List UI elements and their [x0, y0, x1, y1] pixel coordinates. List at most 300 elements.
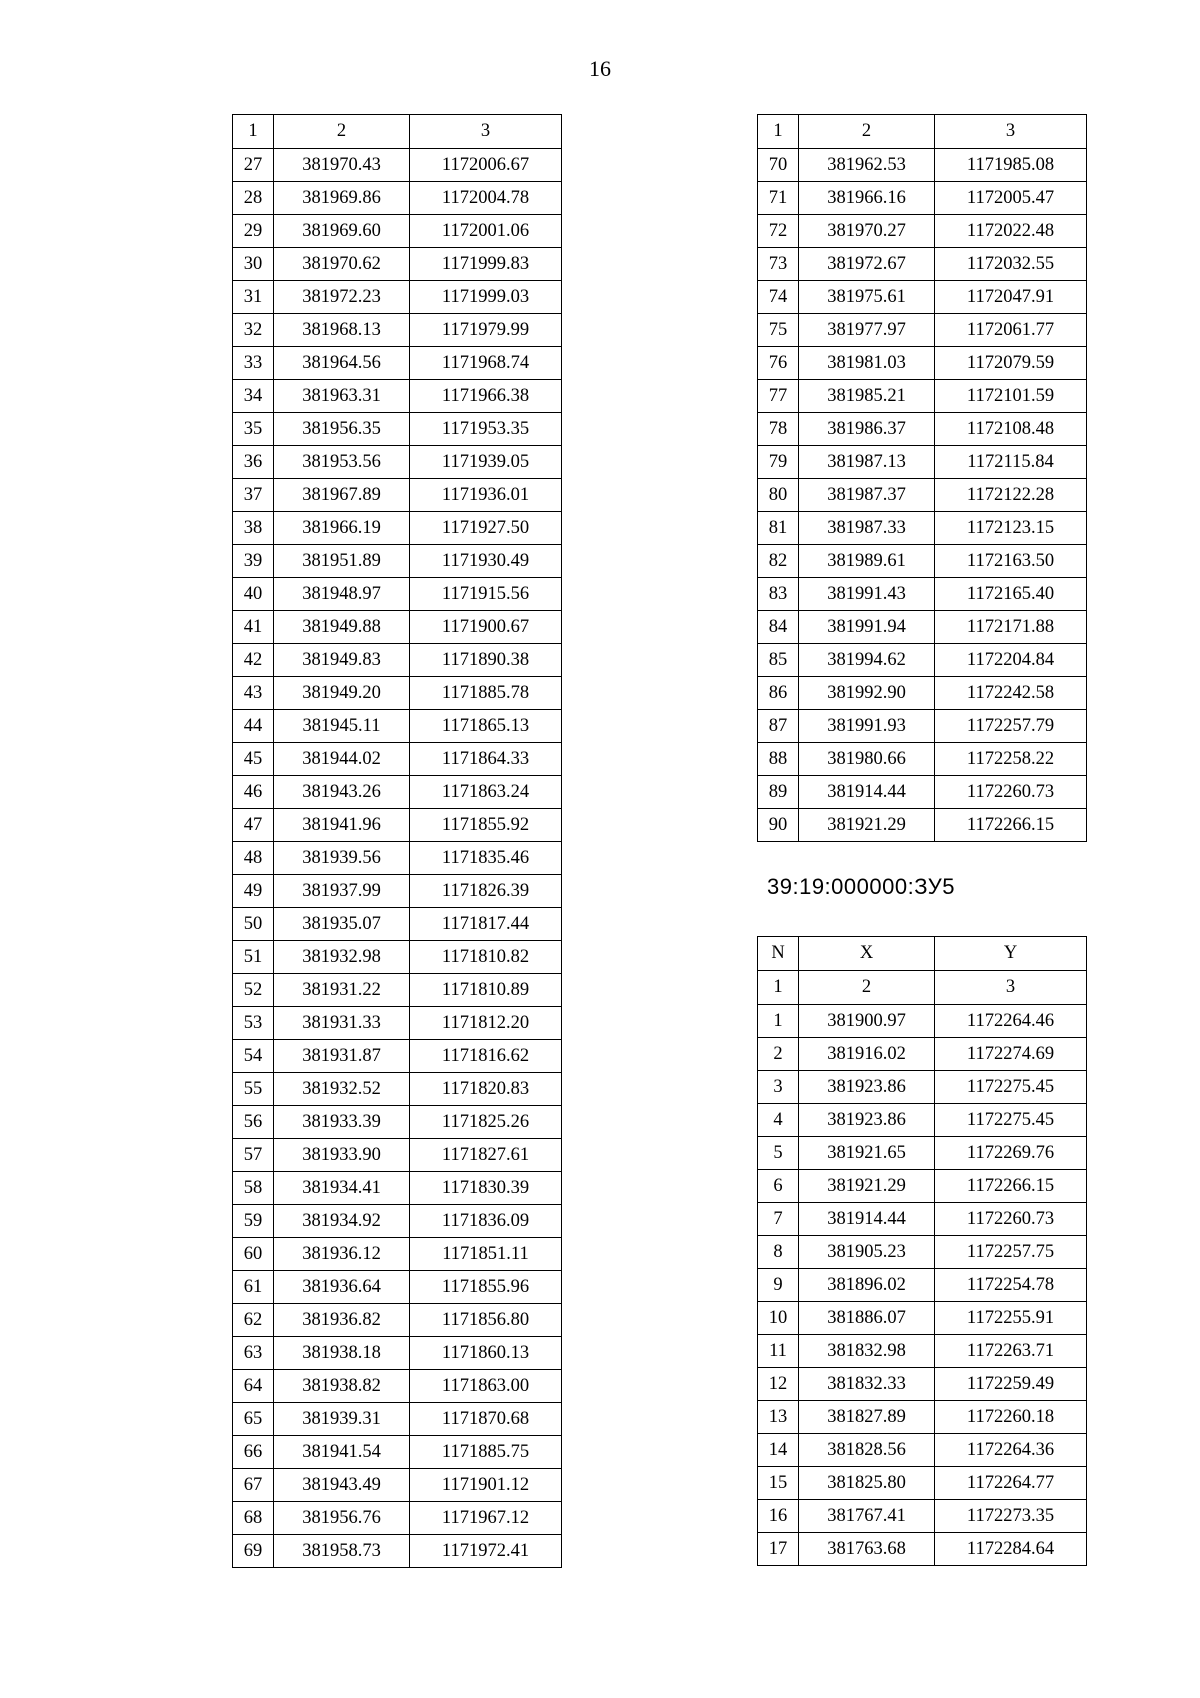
- table-row: [758, 1236, 1087, 1269]
- cell-point-number: 85: [758, 644, 799, 677]
- table-row: [758, 1038, 1087, 1071]
- cell-point-number: 1: [233, 115, 274, 149]
- cell-x-coordinate: 381967.89: [274, 479, 410, 512]
- cell-y-coordinate: 1172022.48: [935, 215, 1087, 248]
- cell-x-coordinate: 381987.13: [799, 446, 935, 479]
- cell-x-coordinate: 381935.07: [274, 908, 410, 941]
- cell-x-coordinate: 381933.39: [274, 1106, 410, 1139]
- table-row: [758, 1434, 1087, 1467]
- cell-x-coordinate: 381921.29: [799, 809, 935, 842]
- cell-y-coordinate: 1171985.08: [935, 149, 1087, 182]
- cell-y-coordinate: 1172259.49: [935, 1368, 1087, 1401]
- cell-x-coordinate: 381986.37: [799, 413, 935, 446]
- cell-x-coordinate: 381966.16: [799, 182, 935, 215]
- cell-y-coordinate: 1172258.22: [935, 743, 1087, 776]
- table-row: [233, 908, 562, 941]
- cell-point-number: 29: [233, 215, 274, 248]
- cell-y-coordinate: 1172260.73: [935, 776, 1087, 809]
- cell-y-coordinate: 1171830.39: [410, 1172, 562, 1205]
- cell-y-coordinate: 1171836.09: [410, 1205, 562, 1238]
- cell-point-number: 6: [758, 1170, 799, 1203]
- table-row: [758, 215, 1087, 248]
- table-header-numbers: [233, 115, 562, 149]
- table-row: [233, 1172, 562, 1205]
- cell-x-coordinate: 381945.11: [274, 710, 410, 743]
- table-row: [758, 1170, 1087, 1203]
- cell-x-coordinate: 381972.23: [274, 281, 410, 314]
- cell-x-coordinate: 381951.89: [274, 545, 410, 578]
- cell-y-coordinate: 1172061.77: [935, 314, 1087, 347]
- cell-point-number: 88: [758, 743, 799, 776]
- cell-y-coordinate: 1172275.45: [935, 1104, 1087, 1137]
- cell-x-coordinate: 381944.02: [274, 743, 410, 776]
- cell-x-coordinate: 2: [799, 971, 935, 1005]
- table-row: [233, 1337, 562, 1370]
- cell-y-coordinate: 3: [935, 971, 1087, 1005]
- cell-y-coordinate: 1172266.15: [935, 809, 1087, 842]
- table-row: [233, 677, 562, 710]
- table-row: [233, 149, 562, 182]
- section-title-zu5: 39:19:000000:ЗУ5: [767, 874, 955, 899]
- table-row: [233, 578, 562, 611]
- cell-y-coordinate: 1172260.18: [935, 1401, 1087, 1434]
- cell-x-coordinate: 381936.64: [274, 1271, 410, 1304]
- cell-point-number: 56: [233, 1106, 274, 1139]
- table-row: [233, 743, 562, 776]
- cell-x-coordinate: 381948.97: [274, 578, 410, 611]
- cell-point-number: 57: [233, 1139, 274, 1172]
- table-row: [758, 809, 1087, 842]
- cell-point-number: 1: [758, 971, 799, 1005]
- cell-y-coordinate: 1171999.83: [410, 248, 562, 281]
- cell-y-coordinate: 1171810.82: [410, 941, 562, 974]
- table-row: [758, 545, 1087, 578]
- table-row: [758, 677, 1087, 710]
- cell-x-coordinate: 381931.33: [274, 1007, 410, 1040]
- table-row: [233, 710, 562, 743]
- cell-x-coordinate: 381934.92: [274, 1205, 410, 1238]
- cell-y-coordinate: 1171856.80: [410, 1304, 562, 1337]
- cell-point-number: N: [758, 937, 799, 971]
- table-row: [233, 1502, 562, 1535]
- table-row: [758, 347, 1087, 380]
- cell-x-coordinate: 2: [274, 115, 410, 149]
- table-row: [758, 1533, 1087, 1566]
- cell-y-coordinate: 1172108.48: [935, 413, 1087, 446]
- cell-point-number: 17: [758, 1533, 799, 1566]
- cell-point-number: 58: [233, 1172, 274, 1205]
- table-row: [233, 281, 562, 314]
- table-row: [233, 413, 562, 446]
- cell-y-coordinate: 1172204.84: [935, 644, 1087, 677]
- cell-x-coordinate: 381936.82: [274, 1304, 410, 1337]
- cell-y-coordinate: 1171825.26: [410, 1106, 562, 1139]
- table-row: [758, 248, 1087, 281]
- cell-x-coordinate: 2: [799, 115, 935, 149]
- cell-x-coordinate: 381905.23: [799, 1236, 935, 1269]
- cell-y-coordinate: 1171999.03: [410, 281, 562, 314]
- table-row: [233, 974, 562, 1007]
- cell-point-number: 78: [758, 413, 799, 446]
- cell-x-coordinate: 381991.43: [799, 578, 935, 611]
- cell-y-coordinate: 1172032.55: [935, 248, 1087, 281]
- cell-y-coordinate: 1172165.40: [935, 578, 1087, 611]
- cell-x-coordinate: 381832.33: [799, 1368, 935, 1401]
- cell-y-coordinate: 1172171.88: [935, 611, 1087, 644]
- cell-point-number: 54: [233, 1040, 274, 1073]
- cell-point-number: 12: [758, 1368, 799, 1401]
- table-row: [758, 512, 1087, 545]
- cell-point-number: 28: [233, 182, 274, 215]
- cell-point-number: 53: [233, 1007, 274, 1040]
- table-row: [233, 380, 562, 413]
- cell-point-number: 13: [758, 1401, 799, 1434]
- cell-x-coordinate: 381932.98: [274, 941, 410, 974]
- cell-y-coordinate: 1171890.38: [410, 644, 562, 677]
- cell-y-coordinate: 1172257.75: [935, 1236, 1087, 1269]
- cell-x-coordinate: 381953.56: [274, 446, 410, 479]
- cell-x-coordinate: 381969.60: [274, 215, 410, 248]
- cell-x-coordinate: 381980.66: [799, 743, 935, 776]
- cell-point-number: 3: [758, 1071, 799, 1104]
- table-row: [233, 1535, 562, 1568]
- table-row: [758, 743, 1087, 776]
- cell-point-number: 89: [758, 776, 799, 809]
- cell-x-coordinate: 381914.44: [799, 1203, 935, 1236]
- cell-y-coordinate: 1172260.73: [935, 1203, 1087, 1236]
- table-row: [758, 380, 1087, 413]
- cell-point-number: 9: [758, 1269, 799, 1302]
- cell-y-coordinate: 1171835.46: [410, 842, 562, 875]
- cell-point-number: 41: [233, 611, 274, 644]
- cell-x-coordinate: 381949.20: [274, 677, 410, 710]
- cell-y-coordinate: 1171855.92: [410, 809, 562, 842]
- table-row: [758, 479, 1087, 512]
- cell-y-coordinate: 1171939.05: [410, 446, 562, 479]
- cell-y-coordinate: 1171812.20: [410, 1007, 562, 1040]
- cell-point-number: 82: [758, 545, 799, 578]
- table-row: [758, 1368, 1087, 1401]
- cell-point-number: 39: [233, 545, 274, 578]
- cell-point-number: 84: [758, 611, 799, 644]
- cell-y-coordinate: 1172101.59: [935, 380, 1087, 413]
- cell-y-coordinate: 1171966.38: [410, 380, 562, 413]
- table-row: [233, 1007, 562, 1040]
- cell-y-coordinate: 1171863.24: [410, 776, 562, 809]
- cell-point-number: 11: [758, 1335, 799, 1368]
- table-row: [233, 1436, 562, 1469]
- cell-point-number: 83: [758, 578, 799, 611]
- cell-y-coordinate: 3: [410, 115, 562, 149]
- cell-point-number: 5: [758, 1137, 799, 1170]
- cell-point-number: 30: [233, 248, 274, 281]
- cell-x-coordinate: 381941.96: [274, 809, 410, 842]
- cell-point-number: 1: [758, 115, 799, 149]
- cell-y-coordinate: 1171901.12: [410, 1469, 562, 1502]
- cell-x-coordinate: 381956.35: [274, 413, 410, 446]
- cell-y-coordinate: 1171816.62: [410, 1040, 562, 1073]
- cell-x-coordinate: 381987.37: [799, 479, 935, 512]
- cell-x-coordinate: 381985.21: [799, 380, 935, 413]
- cell-point-number: 2: [758, 1038, 799, 1071]
- cell-x-coordinate: 381958.73: [274, 1535, 410, 1568]
- cell-y-coordinate: 1172274.69: [935, 1038, 1087, 1071]
- table-row: [233, 875, 562, 908]
- cell-x-coordinate: 381962.53: [799, 149, 935, 182]
- cell-x-coordinate: 381914.44: [799, 776, 935, 809]
- cell-y-coordinate: 1172123.15: [935, 512, 1087, 545]
- cell-x-coordinate: 381923.86: [799, 1104, 935, 1137]
- cell-x-coordinate: 381896.02: [799, 1269, 935, 1302]
- table-row: [233, 248, 562, 281]
- cell-y-coordinate: 1171817.44: [410, 908, 562, 941]
- cell-y-coordinate: 1171864.33: [410, 743, 562, 776]
- table-row: [233, 314, 562, 347]
- cell-y-coordinate: 1172115.84: [935, 446, 1087, 479]
- cell-y-coordinate: 1172275.45: [935, 1071, 1087, 1104]
- table-row: [233, 1205, 562, 1238]
- cell-x-coordinate: 381987.33: [799, 512, 935, 545]
- cell-y-coordinate: 1171900.67: [410, 611, 562, 644]
- cell-x-coordinate: 381921.65: [799, 1137, 935, 1170]
- cell-x-coordinate: 381932.52: [274, 1073, 410, 1106]
- cell-point-number: 43: [233, 677, 274, 710]
- table-row: [758, 1401, 1087, 1434]
- table-row: [233, 1370, 562, 1403]
- cell-point-number: 79: [758, 446, 799, 479]
- cell-x-coordinate: 381934.41: [274, 1172, 410, 1205]
- table-row: [758, 1467, 1087, 1500]
- table-row: [233, 512, 562, 545]
- table-row: [233, 842, 562, 875]
- cell-point-number: 31: [233, 281, 274, 314]
- table-row: [233, 215, 562, 248]
- cell-y-coordinate: 1172269.76: [935, 1137, 1087, 1170]
- table-row: [758, 314, 1087, 347]
- cell-point-number: 87: [758, 710, 799, 743]
- table-row: [233, 1271, 562, 1304]
- table-row: [758, 413, 1087, 446]
- cell-point-number: 68: [233, 1502, 274, 1535]
- table-row: [758, 149, 1087, 182]
- cell-x-coordinate: 381966.19: [274, 512, 410, 545]
- cell-x-coordinate: 381972.67: [799, 248, 935, 281]
- cell-y-coordinate: 1172264.46: [935, 1005, 1087, 1038]
- table-row: [233, 1469, 562, 1502]
- table-row: [758, 1005, 1087, 1038]
- cell-point-number: 60: [233, 1238, 274, 1271]
- cell-x-coordinate: 381943.49: [274, 1469, 410, 1502]
- cell-y-coordinate: 1172242.58: [935, 677, 1087, 710]
- cell-y-coordinate: 1171885.78: [410, 677, 562, 710]
- cell-y-coordinate: 1171870.68: [410, 1403, 562, 1436]
- cell-point-number: 33: [233, 347, 274, 380]
- table-header-numbers: [758, 115, 1087, 149]
- table-row: [758, 1302, 1087, 1335]
- cell-point-number: 4: [758, 1104, 799, 1137]
- table-row: [233, 1106, 562, 1139]
- cell-point-number: 46: [233, 776, 274, 809]
- cell-point-number: 69: [233, 1535, 274, 1568]
- cell-point-number: 63: [233, 1337, 274, 1370]
- table-row: [233, 1040, 562, 1073]
- cell-x-coordinate: 381767.41: [799, 1500, 935, 1533]
- cell-x-coordinate: 381963.31: [274, 380, 410, 413]
- table-row: [758, 182, 1087, 215]
- cell-x-coordinate: 381975.61: [799, 281, 935, 314]
- table-row: [233, 611, 562, 644]
- cell-point-number: 27: [233, 149, 274, 182]
- cell-y-coordinate: 1171979.99: [410, 314, 562, 347]
- cell-point-number: 14: [758, 1434, 799, 1467]
- table-row: [233, 446, 562, 479]
- cell-point-number: 45: [233, 743, 274, 776]
- table-row: [233, 644, 562, 677]
- cell-y-coordinate: 1172264.36: [935, 1434, 1087, 1467]
- cell-x-coordinate: 381991.93: [799, 710, 935, 743]
- table-row: [758, 611, 1087, 644]
- table-row: [233, 776, 562, 809]
- cell-x-coordinate: 381825.80: [799, 1467, 935, 1500]
- cell-point-number: 52: [233, 974, 274, 1007]
- table-row: [758, 644, 1087, 677]
- cell-point-number: 34: [233, 380, 274, 413]
- cell-y-coordinate: 1171972.41: [410, 1535, 562, 1568]
- table-row: [233, 479, 562, 512]
- cell-point-number: 40: [233, 578, 274, 611]
- page-number: 16: [589, 56, 611, 81]
- cell-y-coordinate: 1171826.39: [410, 875, 562, 908]
- cell-x-coordinate: 381921.29: [799, 1170, 935, 1203]
- cell-y-coordinate: 1172004.78: [410, 182, 562, 215]
- table-row: [758, 281, 1087, 314]
- cell-y-coordinate: 1172257.79: [935, 710, 1087, 743]
- cell-x-coordinate: X: [799, 937, 935, 971]
- cell-point-number: 38: [233, 512, 274, 545]
- cell-x-coordinate: 381970.62: [274, 248, 410, 281]
- cell-point-number: 65: [233, 1403, 274, 1436]
- cell-y-coordinate: 1172163.50: [935, 545, 1087, 578]
- cell-y-coordinate: 1172047.91: [935, 281, 1087, 314]
- cell-point-number: 64: [233, 1370, 274, 1403]
- cell-point-number: 67: [233, 1469, 274, 1502]
- cell-x-coordinate: 381936.12: [274, 1238, 410, 1271]
- cell-y-coordinate: 1172079.59: [935, 347, 1087, 380]
- coordinates-table-zu5: [757, 936, 1087, 1566]
- cell-point-number: 71: [758, 182, 799, 215]
- cell-point-number: 59: [233, 1205, 274, 1238]
- cell-y-coordinate: 1172266.15: [935, 1170, 1087, 1203]
- cell-x-coordinate: 381981.03: [799, 347, 935, 380]
- cell-point-number: 80: [758, 479, 799, 512]
- cell-y-coordinate: 1171810.89: [410, 974, 562, 1007]
- cell-point-number: 7: [758, 1203, 799, 1236]
- cell-point-number: 35: [233, 413, 274, 446]
- cell-y-coordinate: 1171967.12: [410, 1502, 562, 1535]
- cell-y-coordinate: 1171968.74: [410, 347, 562, 380]
- cell-y-coordinate: 1171827.61: [410, 1139, 562, 1172]
- cell-x-coordinate: 381949.83: [274, 644, 410, 677]
- table-row: [233, 347, 562, 380]
- cell-y-coordinate: 1171820.83: [410, 1073, 562, 1106]
- cell-point-number: 66: [233, 1436, 274, 1469]
- table-row: [758, 1269, 1087, 1302]
- cell-point-number: 76: [758, 347, 799, 380]
- cell-point-number: 51: [233, 941, 274, 974]
- table-header-numbers: [758, 971, 1087, 1005]
- cell-point-number: 47: [233, 809, 274, 842]
- cell-x-coordinate: 381886.07: [799, 1302, 935, 1335]
- table-row: [758, 1071, 1087, 1104]
- cell-x-coordinate: 381994.62: [799, 644, 935, 677]
- cell-point-number: 61: [233, 1271, 274, 1304]
- cell-point-number: 16: [758, 1500, 799, 1533]
- cell-x-coordinate: 381964.56: [274, 347, 410, 380]
- cell-point-number: 32: [233, 314, 274, 347]
- table-row: [233, 1073, 562, 1106]
- cell-point-number: 86: [758, 677, 799, 710]
- cell-point-number: 36: [233, 446, 274, 479]
- cell-x-coordinate: 381931.87: [274, 1040, 410, 1073]
- cell-x-coordinate: 381933.90: [274, 1139, 410, 1172]
- table-row: [758, 1500, 1087, 1533]
- table-row: [758, 446, 1087, 479]
- cell-x-coordinate: 381931.22: [274, 974, 410, 1007]
- cell-x-coordinate: 381977.97: [799, 314, 935, 347]
- cell-point-number: 49: [233, 875, 274, 908]
- cell-x-coordinate: 381969.86: [274, 182, 410, 215]
- cell-x-coordinate: 381763.68: [799, 1533, 935, 1566]
- cell-point-number: 72: [758, 215, 799, 248]
- cell-point-number: 42: [233, 644, 274, 677]
- cell-point-number: 55: [233, 1073, 274, 1106]
- cell-x-coordinate: 381923.86: [799, 1071, 935, 1104]
- cell-y-coordinate: 1172006.67: [410, 149, 562, 182]
- cell-x-coordinate: 381949.88: [274, 611, 410, 644]
- cell-x-coordinate: 381916.02: [799, 1038, 935, 1071]
- cell-y-coordinate: Y: [935, 937, 1087, 971]
- cell-x-coordinate: 381970.43: [274, 149, 410, 182]
- cell-y-coordinate: 1172264.77: [935, 1467, 1087, 1500]
- cell-x-coordinate: 381991.94: [799, 611, 935, 644]
- cell-y-coordinate: 1172284.64: [935, 1533, 1087, 1566]
- table-row: [758, 710, 1087, 743]
- cell-x-coordinate: 381938.18: [274, 1337, 410, 1370]
- cell-y-coordinate: 1171855.96: [410, 1271, 562, 1304]
- cell-y-coordinate: 1171851.11: [410, 1238, 562, 1271]
- table-row: [233, 545, 562, 578]
- table-row: [233, 1139, 562, 1172]
- cell-y-coordinate: 1171953.35: [410, 413, 562, 446]
- cell-y-coordinate: 1172122.28: [935, 479, 1087, 512]
- table-row: [758, 776, 1087, 809]
- cell-y-coordinate: 1171936.01: [410, 479, 562, 512]
- cell-point-number: 62: [233, 1304, 274, 1337]
- cell-x-coordinate: 381900.97: [799, 1005, 935, 1038]
- cell-point-number: 74: [758, 281, 799, 314]
- cell-point-number: 44: [233, 710, 274, 743]
- cell-point-number: 77: [758, 380, 799, 413]
- cell-point-number: 50: [233, 908, 274, 941]
- cell-point-number: 8: [758, 1236, 799, 1269]
- cell-point-number: 81: [758, 512, 799, 545]
- table-row: [233, 1238, 562, 1271]
- cell-x-coordinate: 381832.98: [799, 1335, 935, 1368]
- cell-point-number: 48: [233, 842, 274, 875]
- cell-x-coordinate: 381937.99: [274, 875, 410, 908]
- cell-point-number: 15: [758, 1467, 799, 1500]
- table-row: [758, 1203, 1087, 1236]
